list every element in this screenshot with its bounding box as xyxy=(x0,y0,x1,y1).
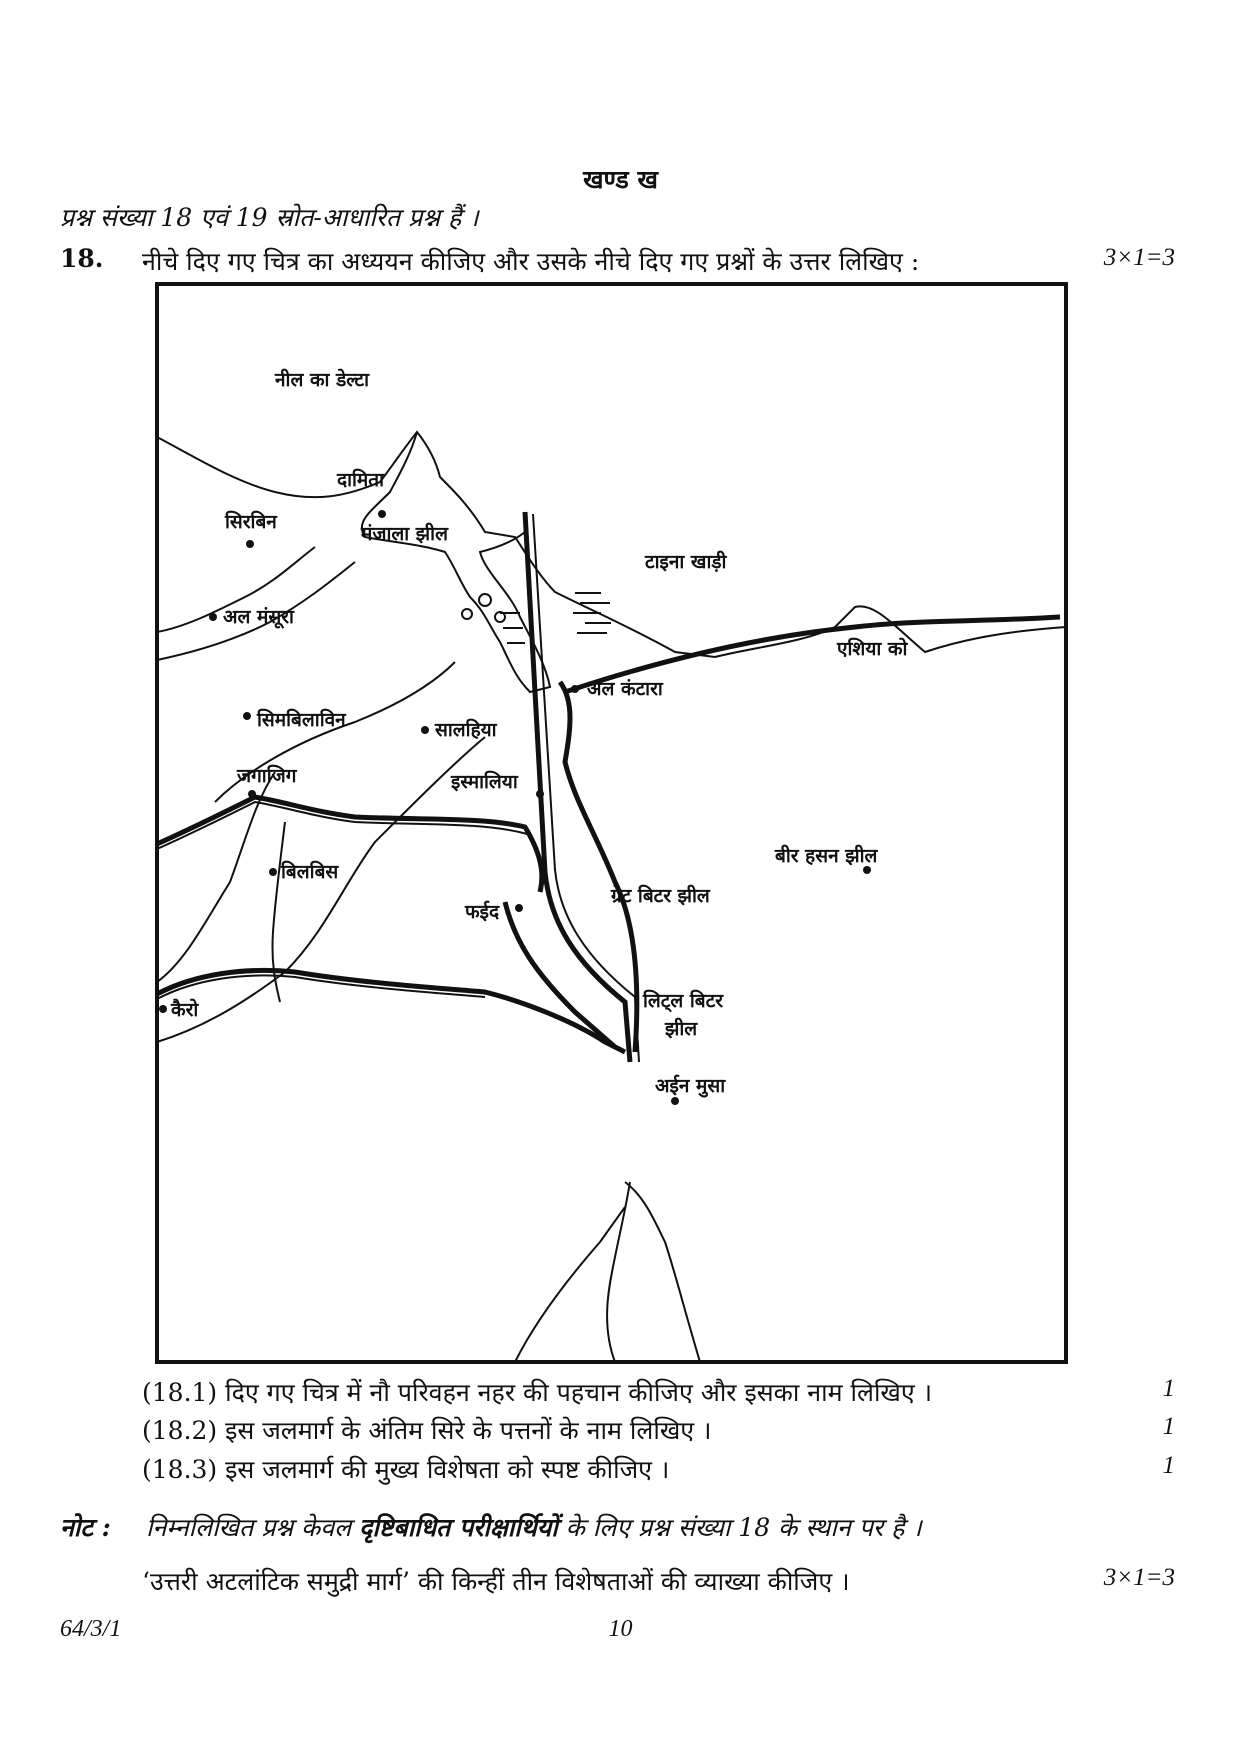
page-number: 10 xyxy=(608,1616,633,1642)
label-simbilawin: सिमबिलाविन xyxy=(257,709,346,731)
label-manzala: मंजाला झील xyxy=(361,523,448,545)
label-little-bitter: लिट्ल बिटर xyxy=(643,990,723,1012)
label-tina: टाइना खाड़ी xyxy=(645,551,727,573)
label-bilbis: बिलबिस xyxy=(281,861,339,883)
label-ain-musa: अईन मुसा xyxy=(655,1075,726,1097)
label-ismailia: इस्मालिया xyxy=(451,771,518,793)
note-label: नोट : xyxy=(60,1513,111,1542)
note-text-before: निम्नलिखित प्रश्न केवल xyxy=(146,1513,352,1542)
subquestion-18-3-marks: 1 xyxy=(1162,1452,1175,1479)
subquestion-18-2: (18.2) इस जलमार्ग के अंतिम सिरे के पत्तनों के नाम लिखिए । xyxy=(142,1416,712,1445)
note-text-after: के लिए प्रश्न संख्या 18 के स्थान पर है । xyxy=(565,1513,922,1542)
label-little-bitter-lake: झील xyxy=(665,1018,698,1040)
label-nile-delta: नील का डेल्टा xyxy=(275,369,370,391)
note-text xyxy=(146,1510,922,1544)
question-marks: 3×1=3 xyxy=(1103,244,1175,271)
subquestion-18-2-marks: 1 xyxy=(1162,1413,1175,1440)
label-damietta: दामिता xyxy=(337,469,385,491)
label-bir-hasan: बीर हसन झील xyxy=(775,845,878,867)
section-title: खण्ड ख xyxy=(583,165,658,194)
label-cairo: कैरो xyxy=(171,999,199,1021)
suez-canal-map xyxy=(155,282,1068,1364)
instruction: प्रश्न संख्या 18 एवं 19 स्रोत-आधारित प्रश्न हैं । xyxy=(60,203,479,232)
subquestion-18-1-marks: 1 xyxy=(1162,1375,1175,1402)
note-text-bold: दृष्टिबाधित परीक्षार्थियों xyxy=(359,1513,558,1542)
label-to-asia: एशिया को xyxy=(837,638,908,660)
subquestion-18-3: (18.3) इस जलमार्ग की मुख्य विशेषता को स्पष्ट कीजिए । xyxy=(142,1455,670,1484)
label-great-bitter: ग्रेट बिटर झील xyxy=(611,885,710,907)
label-fayed: फईद xyxy=(465,901,500,923)
label-sirbin: सिरबिन xyxy=(225,511,277,533)
question-text: नीचे दिए गए चित्र का अध्ययन कीजिए और उसके नीचे दिए गए प्रश्नों के उत्तर लिखिए : xyxy=(142,247,920,276)
subquestion-18-1: (18.1) दिए गए चित्र में नौ परिवहन नहर की पहचान कीजिए और इसका नाम लिखिए । xyxy=(142,1378,933,1407)
label-zagazig: जगाजिग xyxy=(237,765,297,787)
question-number: 18. xyxy=(60,244,104,273)
alternative-question-marks: 3×1=3 xyxy=(1103,1564,1175,1591)
map-frame xyxy=(157,284,1066,1362)
label-qantara: अल कंटारा xyxy=(587,678,663,700)
paper-code: 64/3/1 xyxy=(60,1616,122,1642)
label-salhiya: सालहिया xyxy=(435,719,497,741)
label-mansura: अल मंसूरा xyxy=(223,606,294,628)
alternative-question: ‘उत्तरी अटलांटिक समुद्री मार्ग’ की किन्हीं तीन विशेषताओं की व्याख्या कीजिए । xyxy=(142,1567,850,1596)
